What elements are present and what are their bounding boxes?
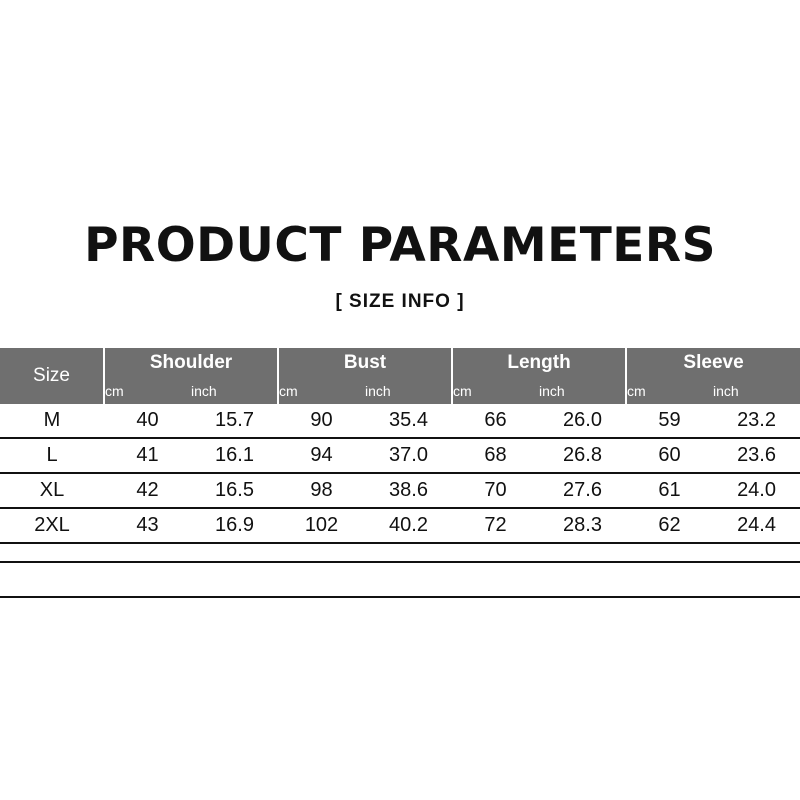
table-header-groups <box>0 348 800 378</box>
cell-size: XL <box>0 473 104 508</box>
cell-bust-inch: 40.2 <box>365 508 452 543</box>
header-unit-shoulder-inch: inch <box>191 378 278 404</box>
cell-bust-cm: 90 <box>278 404 365 438</box>
cell-size: M <box>0 404 104 438</box>
size-info-subtitle: [ SIZE INFO ] <box>335 291 465 312</box>
header-size: Size <box>0 348 104 404</box>
size-table-container <box>0 348 800 544</box>
cell-size: 2XL <box>0 508 104 543</box>
cell-sleeve-cm: 61 <box>626 473 713 508</box>
cell-length-inch: 27.6 <box>539 473 626 508</box>
cell-shoulder-cm: 42 <box>104 473 191 508</box>
cell-length-inch: 26.0 <box>539 404 626 438</box>
cell-sleeve-inch: 24.4 <box>713 508 800 543</box>
cell-bust-inch: 35.4 <box>365 404 452 438</box>
header-unit-length-inch: inch <box>539 378 626 404</box>
cell-bust-cm: 98 <box>278 473 365 508</box>
title-area <box>0 218 800 313</box>
header-group-shoulder: Shoulder <box>104 348 278 378</box>
header-group-sleeve: Sleeve <box>626 348 800 378</box>
cell-sleeve-inch: 23.6 <box>713 438 800 473</box>
page-title: PRODUCT PARAMETERS <box>84 218 716 273</box>
cell-sleeve-inch: 24.0 <box>713 473 800 508</box>
cell-bust-inch: 38.6 <box>365 473 452 508</box>
cell-sleeve-cm: 62 <box>626 508 713 543</box>
header-unit-sleeve-inch: inch <box>713 378 800 404</box>
cell-length-cm: 66 <box>452 404 539 438</box>
cell-size: L <box>0 438 104 473</box>
cell-length-inch: 28.3 <box>539 508 626 543</box>
cell-length-inch: 26.8 <box>539 438 626 473</box>
cell-bust-inch: 37.0 <box>365 438 452 473</box>
cell-shoulder-inch: 16.5 <box>191 473 278 508</box>
header-group-bust: Bust <box>278 348 452 378</box>
cell-bust-cm: 102 <box>278 508 365 543</box>
header-unit-sleeve-cm: cm <box>626 378 713 404</box>
cell-shoulder-cm: 41 <box>104 438 191 473</box>
cell-sleeve-cm: 59 <box>626 404 713 438</box>
divider-line-2 <box>0 596 800 598</box>
cell-sleeve-cm: 60 <box>626 438 713 473</box>
table-row <box>0 404 800 438</box>
header-group-length: Length <box>452 348 626 378</box>
header-unit-shoulder-cm: cm <box>104 378 191 404</box>
cell-length-cm: 68 <box>452 438 539 473</box>
cell-bust-cm: 94 <box>278 438 365 473</box>
cell-sleeve-inch: 23.2 <box>713 404 800 438</box>
cell-length-cm: 70 <box>452 473 539 508</box>
table-row <box>0 438 800 473</box>
header-unit-bust-inch: inch <box>365 378 452 404</box>
cell-length-cm: 72 <box>452 508 539 543</box>
table-row <box>0 508 800 543</box>
cell-shoulder-inch: 16.1 <box>191 438 278 473</box>
cell-shoulder-inch: 15.7 <box>191 404 278 438</box>
cell-shoulder-inch: 16.9 <box>191 508 278 543</box>
cell-shoulder-cm: 40 <box>104 404 191 438</box>
header-unit-bust-cm: cm <box>278 378 365 404</box>
table-row <box>0 473 800 508</box>
size-table <box>0 348 800 544</box>
table-header-units <box>0 378 800 404</box>
divider-line-1 <box>0 561 800 563</box>
header-unit-length-cm: cm <box>452 378 539 404</box>
cell-shoulder-cm: 43 <box>104 508 191 543</box>
